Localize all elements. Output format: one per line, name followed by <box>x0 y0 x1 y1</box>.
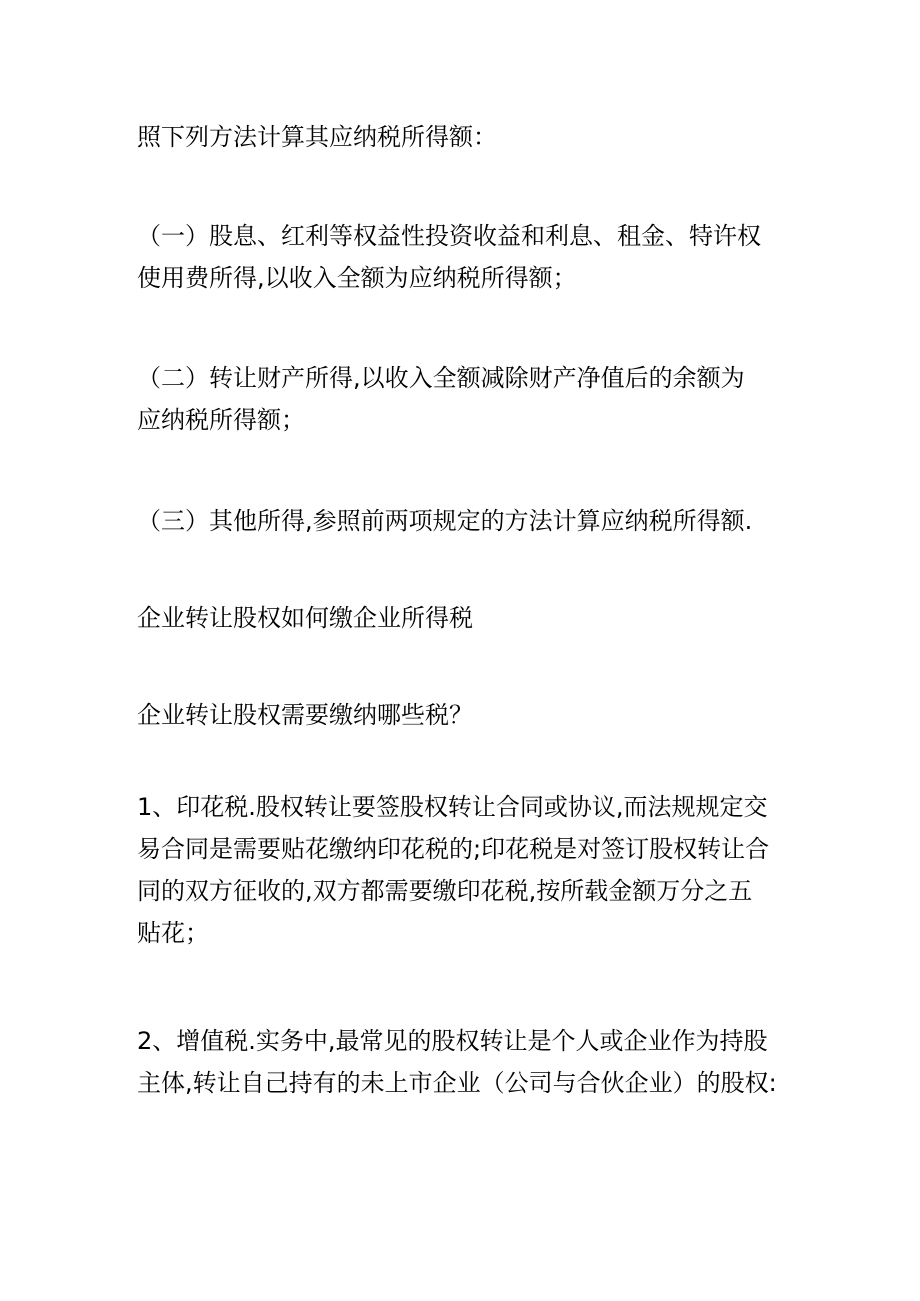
paragraph-calculation-intro <box>137 116 797 158</box>
text-line: （一）股息、红利等权益性投资收益和利息、租金、特许权 <box>137 222 761 250</box>
text-line: 使用费所得,以收入全额为应纳税所得额； <box>137 264 577 292</box>
text-line: 同的双方征收的,双方都需要缴印花税,按所载金额万分之五 <box>137 877 753 905</box>
text-line: 贴花； <box>137 919 209 947</box>
text-line: 企业转让股权如何缴企业所得税 <box>137 604 473 632</box>
text-line: 主体,转让自己持有的未上市企业（公司与合伙企业）的股权: <box>137 1069 777 1097</box>
text-line: （二）转让财产所得,以收入全额减除财产净值后的余额为 <box>137 364 745 392</box>
paragraph-item-two <box>137 357 797 441</box>
paragraph-item-one <box>137 215 797 299</box>
paragraph-value-added-tax <box>137 1020 797 1104</box>
section-heading-equity-transfer-tax <box>137 597 797 639</box>
text-line: 企业转让股权需要缴纳哪些税？ <box>137 701 473 729</box>
text-line: 应纳税所得额； <box>137 406 305 434</box>
text-line: 2、增值税.实务中,最常见的股权转让是个人或企业作为持股 <box>137 1027 768 1055</box>
section-question-which-taxes <box>137 694 797 736</box>
text-line: 照下列方法计算其应纳税所得额： <box>137 123 497 151</box>
text-line: 1、印花税.股权转让要签股权转让合同或协议,而法规规定交 <box>137 793 768 821</box>
text-line: 易合同是需要贴花缴纳印花税的;印花税是对签订股权转让合 <box>137 835 770 863</box>
paragraph-stamp-tax <box>137 786 797 954</box>
paragraph-item-three <box>137 500 797 542</box>
text-line: （三）其他所得,参照前两项规定的方法计算应纳税所得额. <box>137 507 753 535</box>
